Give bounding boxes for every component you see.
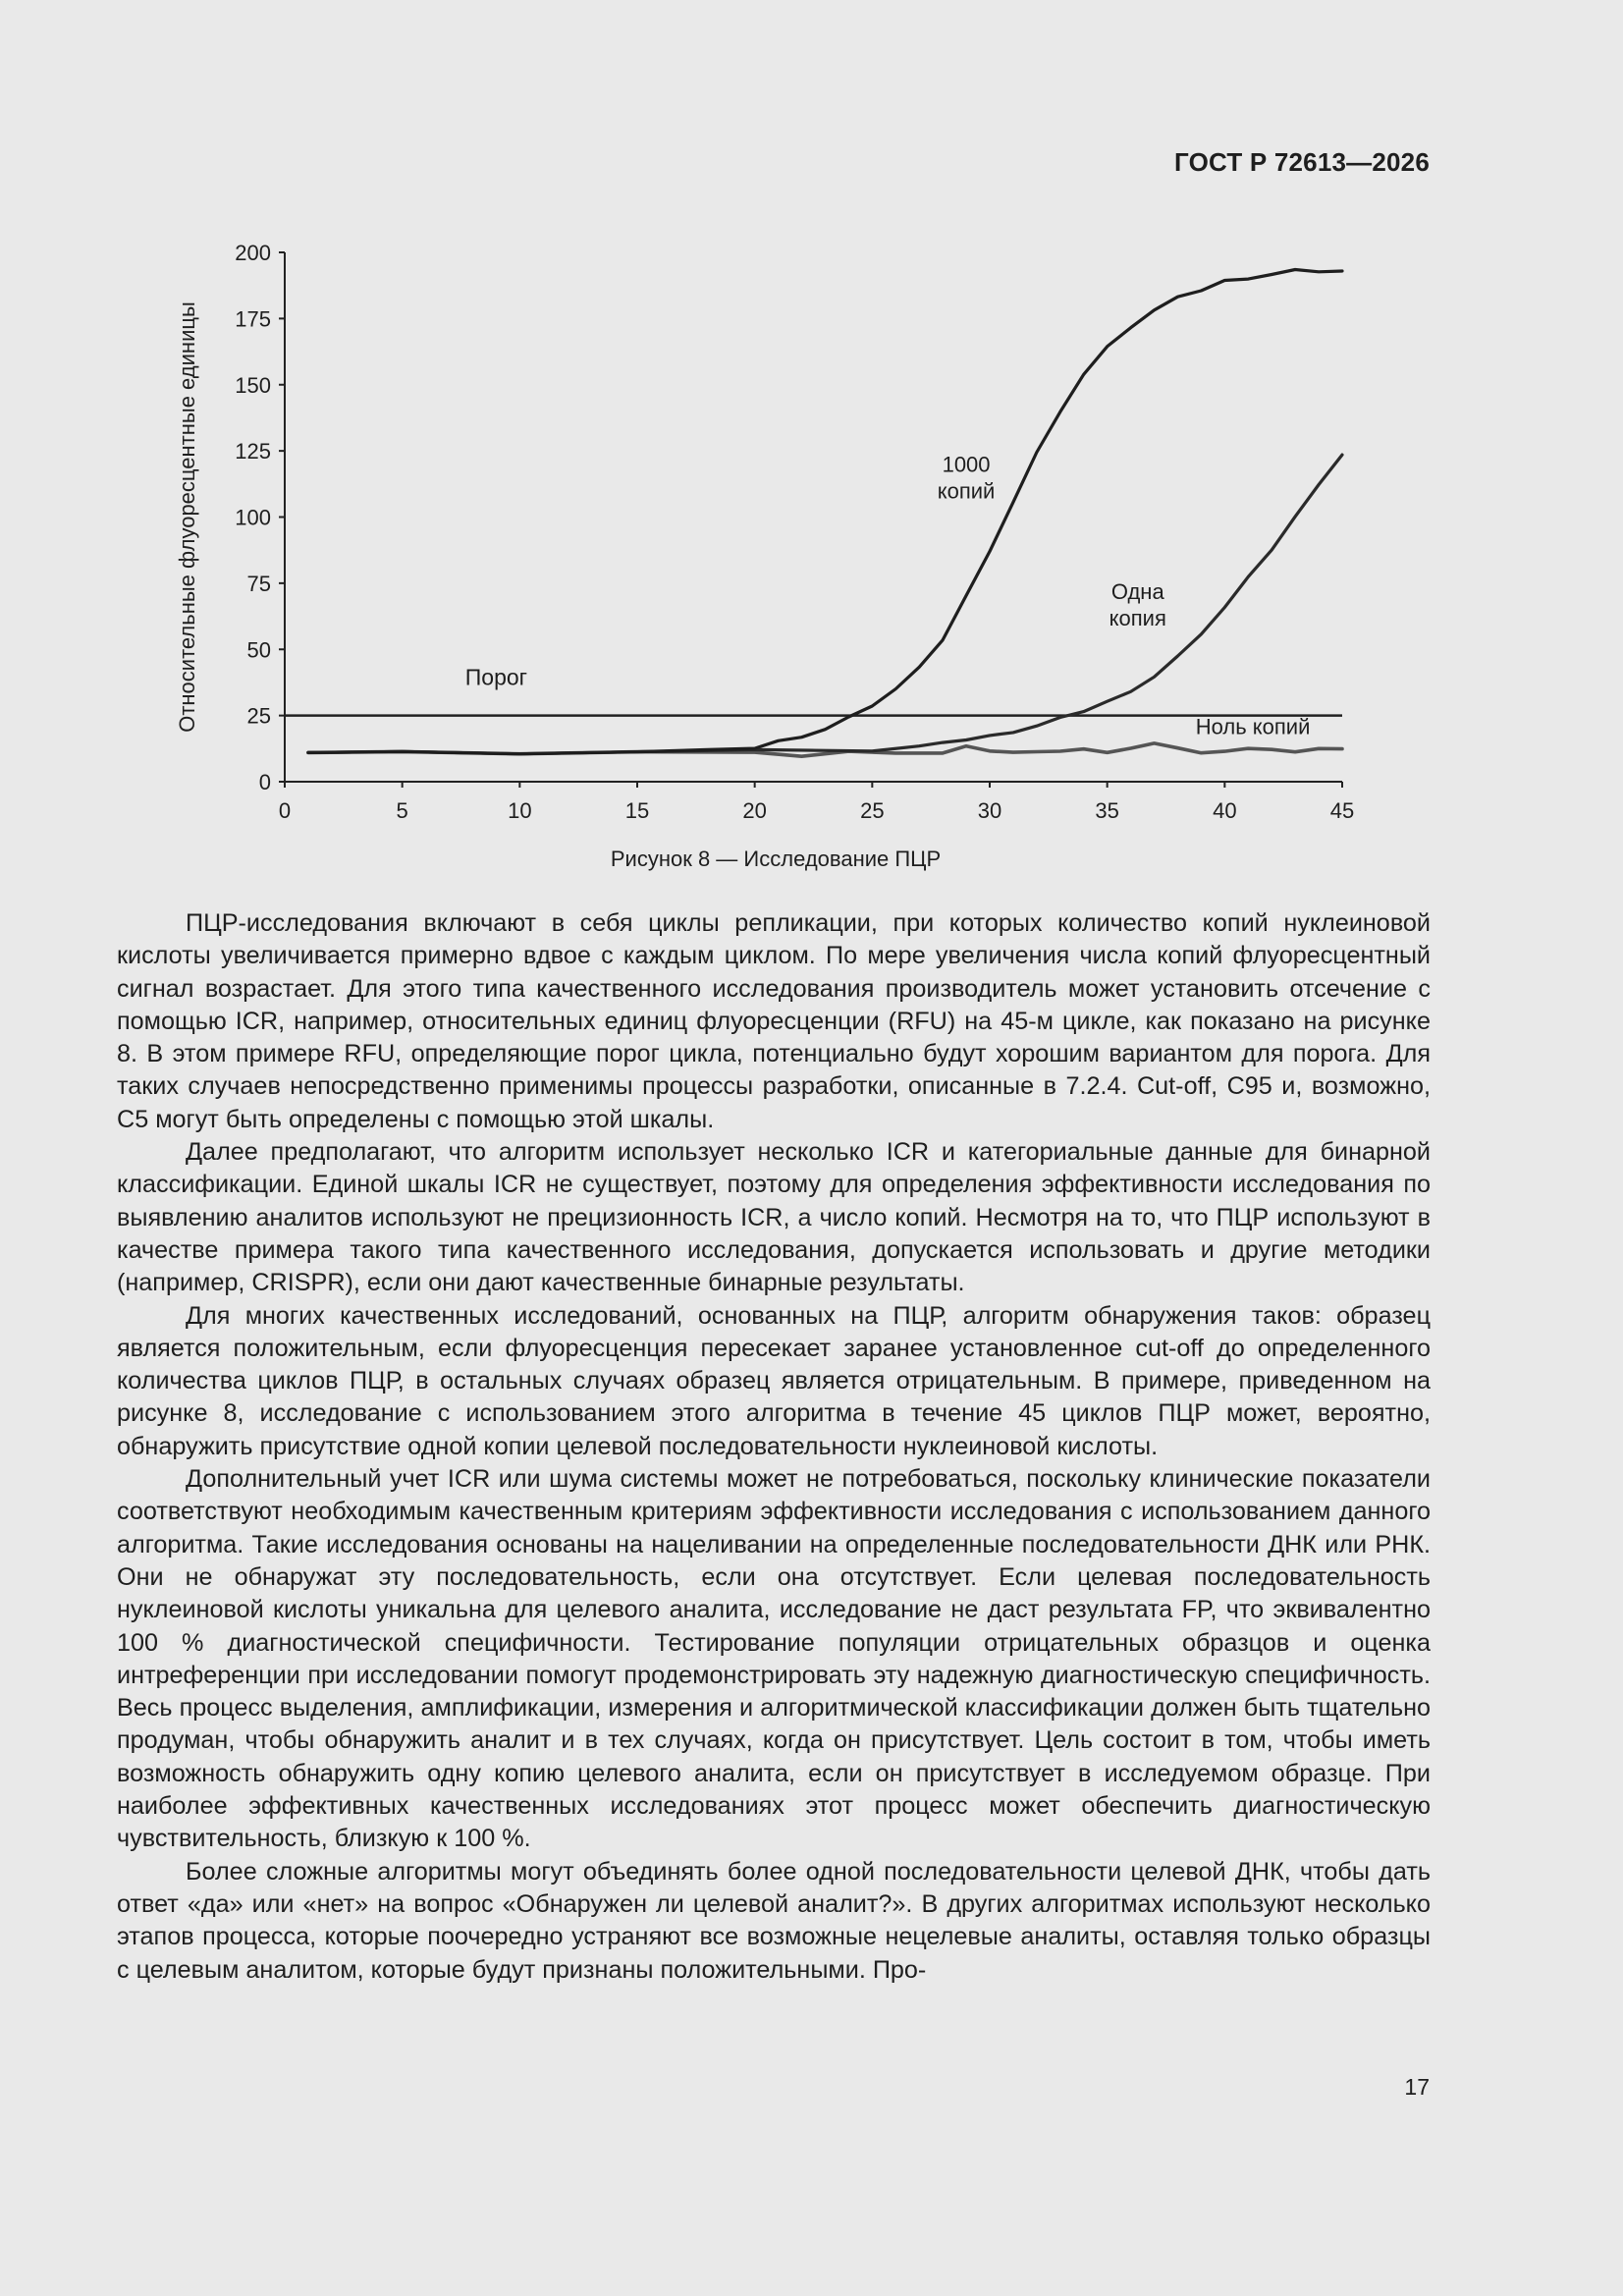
series-label-zero-copies: Ноль копий [1195, 714, 1311, 739]
series-label-one-copy: копия [1109, 606, 1166, 631]
x-tick-label: 35 [1095, 798, 1119, 823]
x-tick-label: 5 [396, 798, 408, 823]
y-axis-label: Относительные флуоресцентные единицы [174, 301, 199, 733]
y-tick-label: 50 [246, 637, 271, 663]
series-label-1000-copies: копий [937, 478, 996, 504]
pcr-chart [167, 226, 1384, 894]
x-tick-label: 25 [860, 798, 885, 823]
x-tick-label: 30 [977, 798, 1002, 823]
threshold-label: Порог [464, 664, 528, 690]
paragraph-3: Для многих качественных исследований, основанных на ПЦР, алгоритм обнаружения таков: образец является положительным, если флуоресценция пересекает заранее установленное cut-off до определенного количества циклов ПЦР, в остальных случаях образец является отрицательным. В примере, приведенном на рисунке 8, исследование с использованием этого алгоритма в течение 45 циклов ПЦР может, вероятно, обнаружить присутствие одной копии целевой последовательности нуклеиновой кислоты. [117, 1301, 1431, 1460]
x-tick-label: 0 [278, 798, 292, 823]
paragraph-5: Более сложные алгоритмы могут объединять более одной последовательности целевой ДНК, чтобы дать ответ «да» или «нет» на вопрос «Обнаружен ли целевой аналит?». В других алгоритмах используют несколько этапов процесса, которые поочередно устраняют все возможные нецелевые аналиты, оставляя только образцы с целевым аналитом, которые будут признаны положительными. Про- [117, 1857, 1431, 1984]
y-tick-label: 175 [235, 306, 271, 332]
x-tick-label: 20 [742, 798, 767, 823]
y-tick-label: 100 [235, 505, 271, 530]
series-line-one-copy [308, 452, 1342, 754]
figure-caption: Рисунок 8 — Исследование ПЦР [610, 847, 942, 871]
x-tick-label: 45 [1329, 798, 1355, 823]
document-header: ГОСТ Р 72613—2026 [1174, 147, 1430, 177]
y-tick-label: 75 [246, 571, 271, 596]
page-number: 17 [1404, 2074, 1430, 2100]
paragraph-1: ПЦР-исследования включают в себя циклы репликации, при которых количество копий нуклеиновой кислоты увеличивается примерно вдвое с каждым циклом. По мере увеличения числа копий флуоресцентный сигнал возрастает. Для этого типа качественного исследования производитель может установить отсечение с помощью ICR, например, относительных единиц флуоресценции (RFU) на 45-м цикле, как показано на рисунке 8. В этом примере RFU, определяющие порог цикла, потенциально будут хорошим вариантом для порога. Для таких случаев непосредственно применимы процессы разработки, описанные в 7.2.4. Cut-off, C95 и, возможно, C5 могут быть определены с помощью этой шкалы. [117, 909, 1431, 1133]
series-line-1000-copies [308, 270, 1342, 754]
series-label-one-copy: Одна [1110, 579, 1164, 605]
x-tick-label: 10 [508, 798, 532, 823]
y-tick-label: 0 [258, 770, 271, 794]
paragraph-4: Дополнительный учет ICR или шума системы может не потребоваться, поскольку клинические показатели соответствуют необходимым качественным критериям эффективности исследования с использованием данного алгоритма. Такие исследования основаны на нацеливании на определенные последовательности ДНК или РНК. Они не обнаружат эту последовательность, если она отсутствует. Если целевая последовательность нуклеиновой кислоты уникальна для целевого аналита, исследование не даст результата FP, что эквивалентно 100 % диагностической специфичности. Тестирование популяции отрицательных образцов и оценка интреференции при исследовании помогут продемонстрировать эту надежную диагностическую специфичность. Весь процесс выделения, амплификации, измерения и алгоритмической классификации должен быть тщательно продуман, чтобы обнаружить аналит и в тех случаях, когда он присутствует. Цель состоит в том, чтобы иметь возможность обнаружить одну копию целевого аналита, если он присутствует в исследуемом образце. При наиболее эффективных качественных исследованиях этот процесс может обеспечить диагностическую чувствительность, близкую к 100 %. [117, 1465, 1431, 1853]
body-text [117, 907, 1431, 1987]
x-tick-label: 15 [624, 798, 650, 823]
y-tick-label: 25 [246, 703, 271, 729]
y-tick-label: 200 [235, 241, 271, 265]
chart-svg [167, 226, 1384, 894]
x-tick-label: 40 [1213, 798, 1237, 823]
series-label-1000-copies: 1000 [942, 452, 991, 477]
paragraph-2: Далее предполагают, что алгоритм использует несколько ICR и категориальные данные для бинарной классификации. Единой шкалы ICR не существует, поэтому для определения эффективности исследования по выявлению аналитов используют не прецизионность ICR, а число копий. Несмотря на то, что ПЦР используют в качестве примера такого типа качественного исследования, допускается использовать и другие методики (например, CRISPR), если они дают качественные бинарные результаты. [117, 1138, 1431, 1297]
y-tick-label: 150 [235, 372, 271, 398]
y-tick-label: 125 [235, 439, 271, 465]
